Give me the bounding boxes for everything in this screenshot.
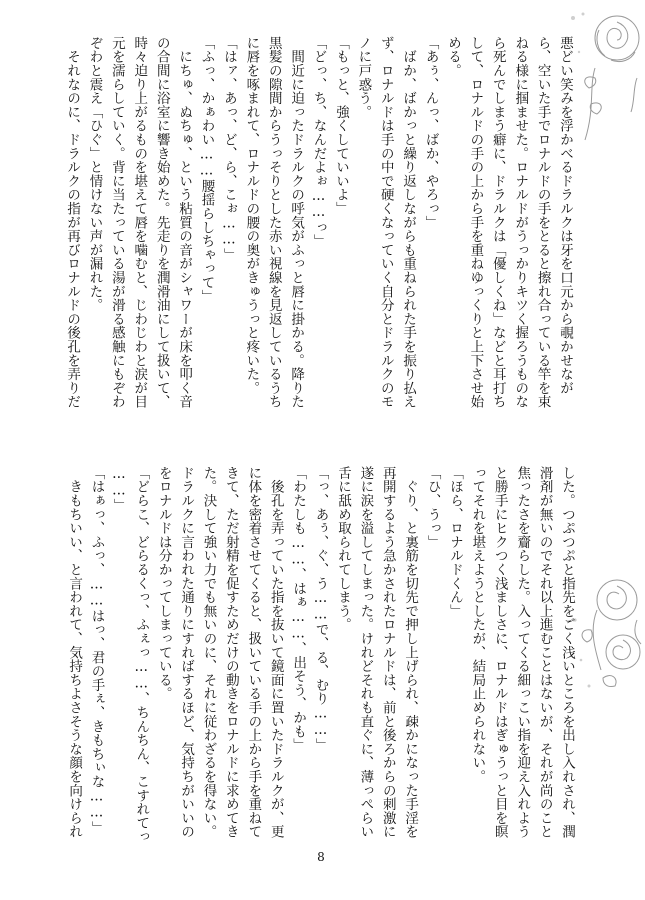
text-line: 「あぅ、んっ、ばか、やろっ」 — [422, 36, 439, 230]
text-line: 悪どい笑みを浮かべるドラルクは牙を口元から覗かせなが — [557, 36, 573, 395]
text-line: ぐり、と裏筋を切先で押し上げられ、疎かになった手淫を — [402, 466, 419, 839]
text-line: 間近に迫ったドラルクの呼気がふっと唇に掛かる。降りた — [288, 36, 305, 409]
text-line: ず、ロナルドは手の中で硬くなっていく自分とドラルクのモ — [377, 36, 394, 409]
text-line: 滑剤が無いのでそれ以上進むことはないが、それが尚のこと — [536, 466, 553, 839]
text-line: ばか、ばかっと繰り返しながらも重ねられた手を振り払え — [400, 36, 417, 409]
text-line: 「わたしも……、はぁ……、出そう、かも」 — [290, 466, 307, 752]
text-line: 「はァ、あっ、ど、ら、こぉ……」 — [220, 36, 237, 262]
text-line: 再開するよう急かされたロナルドは、前と後ろからの刺激に — [379, 466, 396, 839]
text-line: それなのに、ドラルクの指が再びロナルドの後孔を弄りだ — [64, 36, 81, 409]
text-line: をロナルドは分かってしまっている。 — [155, 466, 172, 701]
text-line: 「どっ、ち、なんだよぉ……っ」 — [310, 36, 327, 248]
text-line: して、ロナルドの手の上から手を重ねゆっくりと上下させ始 — [467, 36, 484, 409]
text-line: ドラルクに言われた通りにすればするほど、気持ちがいいの — [178, 466, 195, 839]
text-line: と勝手にヒクつく浅ましさに、ロナルドはぎゅうっと目を瞑 — [491, 466, 508, 839]
text-line: ねる様に掴ませた。ロナルドがうっかりキツく握ろうものな — [512, 36, 529, 409]
text-line: きて、ただ射精を促すためだけの動きをロナルドに求めてき — [222, 466, 239, 839]
text-line: に唇を啄まれて、ロナルドの腰の奥がきゅうっと疼いた。 — [243, 36, 260, 395]
text-line: 「もっと、強くしていいよ」 — [332, 36, 349, 216]
text-line: 舌に舐め取られてしまう。 — [334, 466, 351, 632]
text-line: 「はぁっ、ふっ、……はっ、君の手ぇ、きもちぃな……」 — [88, 466, 105, 835]
page-number: 8 — [317, 850, 326, 864]
text-line: に体を密着させてくると、扱いている手の上から手を重ねて — [245, 466, 262, 839]
text-line: ノに戸惑う。 — [355, 36, 372, 119]
text-line: ってそれを堪えようとしたが、結局止められない。 — [469, 466, 486, 784]
text-line: 焦ったさを齎らした。入ってくる細っこい指を迎え入れよう — [514, 466, 531, 839]
text-line: ら、空いた手でロナルドの手をとると擦れ合っている竿を束 — [534, 36, 551, 409]
text-line: ……」 — [110, 466, 127, 513]
text-line: にちゅ、ぬちゅ、という粘質の音がシャワーが床を叩く音 — [176, 36, 193, 409]
text-line: 時々迫り上がるものを堪えて唇を噛むと、じわじわと涙が目 — [131, 36, 148, 409]
text-line: める。 — [444, 36, 461, 78]
text-line: 「ほら、ロナルドくん」 — [446, 466, 463, 618]
text-line: た。決して強い力でも無いのに、それに従わざるを得ない。 — [200, 466, 217, 839]
text-line: 「ふっ、かぁわい……腰揺らしちゃって」 — [198, 36, 215, 304]
text-line: の合間に浴室に響き始めた。先走りを潤滑油にして扱いて、 — [153, 36, 170, 409]
text-line: 「っ、あぅ、ぐ、う……で、る、むり……」 — [312, 466, 329, 752]
text-line: 黒髪の隙間からうっそりとした赤い視線を見返しているうち — [265, 36, 282, 409]
text-line: 元を濡らしていく。背に当たっている湯が滑る感触にもぞわ — [108, 36, 125, 409]
text-line: 「どらこ、どらるくっ、ふぇっ……、ちんちん、こすれてっ — [133, 466, 150, 844]
text-tier-bottom — [66, 466, 578, 846]
text-tier-top — [64, 36, 576, 430]
text-line: ら死んでしまう癖に、ドラルクは「優しくね」などと耳打ち — [489, 36, 506, 409]
text-line: 遂に涙を溢してしまった。けれどそれも直ぐに、薄っぺらい — [357, 466, 374, 839]
text-line: 「ひ、うっ」 — [424, 466, 441, 549]
text-line: 後孔を弄っていた指を抜いて鏡面に置いたドラルクが、更 — [267, 466, 284, 839]
text-line: した。つぷつぷと指先をごく浅いところを出し入れされ、潤 — [559, 466, 575, 839]
text-line: ぞわと震え「ひぐ」と情けない声が漏れた。 — [86, 36, 103, 312]
text-line: きもちいい、と言われて、気持ちよさそうな顔を向けられ — [66, 466, 83, 839]
